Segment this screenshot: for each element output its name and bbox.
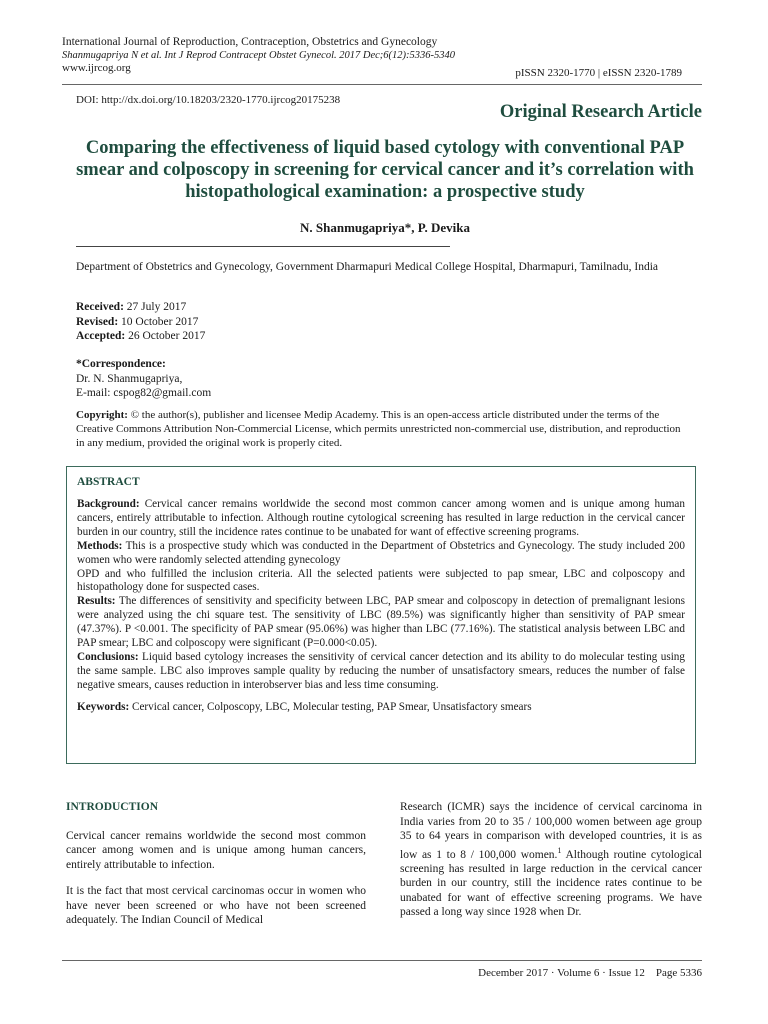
correspondence-label: *Correspondence: xyxy=(76,358,166,370)
journal-header xyxy=(62,36,702,79)
abstract-methods xyxy=(77,540,685,568)
article-type: Original Research Article xyxy=(499,102,702,122)
keywords-text: Cervical cancer, Colposcopy, LBC, Molecular testing, PAP Smear, Unsatisfactory smears xyxy=(129,700,532,713)
results-label: Results: xyxy=(77,595,116,608)
correspondence-name: Dr. N. Shanmugapriya, xyxy=(76,372,183,385)
citation-ref[interactable]: 1 xyxy=(557,845,562,855)
conclusions-label: Conclusions: xyxy=(77,650,139,663)
journal-name: International Journal of Reproduction, Contraception, Obstetrics and Gynecology xyxy=(62,36,438,48)
article-dates xyxy=(76,300,205,344)
revised-value: 10 October 2017 xyxy=(118,315,199,328)
left-column xyxy=(66,800,366,940)
page-footer: December 2017 · Volume 6 · Issue 12 Page 5336 xyxy=(478,967,702,979)
abstract-results xyxy=(77,595,685,651)
accepted-value: 26 October 2017 xyxy=(125,330,206,342)
citation: Shanmugapriya N et al. Int J Reprod Contracept Obstet Gynecol. 2017 Dec;6(12):5336-5340 xyxy=(62,50,455,61)
accepted-label: Accepted: xyxy=(76,330,126,342)
intro-right-text-cont: Although routine cytological screening has resulted in large reduction in the cervical cancer burden in our country, still the incidence rates continue to be unabated for want of effective screening programs. We have passed a long way since 1928 when Dr. xyxy=(400,848,702,919)
journal-website[interactable]: www.ijrcog.org xyxy=(62,62,131,74)
right-column xyxy=(400,800,702,920)
methods-text: This is a prospective study which was conducted in the Department of Obstetrics and Gynecology. The study included 200 women who were randomly selected attending gynecology xyxy=(77,539,685,566)
authors: N. Shanmugapriya*, P. Devika xyxy=(300,220,470,235)
conclusions-text: Liquid based cytology increases the sensitivity of cervical cancer detection and its ability to do molecular testing using the same sample. LBC also improves sample quality by reducing the number of unsatisfactory smears, reduces the number of false negative smears, causes reduction in interobserver bias and less time consuming. xyxy=(77,650,685,691)
abstract-conclusions xyxy=(77,651,685,693)
correspondence-email[interactable]: E-mail: cspog82@gmail.com xyxy=(76,387,212,399)
received-value: 27 July 2017 xyxy=(123,301,187,313)
doi[interactable]: DOI: http://dx.doi.org/10.18203/2320-1770.ijrcog20175238 xyxy=(76,94,341,106)
introduction-heading: INTRODUCTION xyxy=(66,801,159,813)
copyright-notice xyxy=(76,408,688,451)
received-date xyxy=(76,300,205,315)
abstract-methods-cont: OPD and who fulfilled the inclusion criteria. All the selected patients were subjected to pap smear, LBC and colposcopy and histopathology done for suspected cases. xyxy=(77,567,685,594)
issn: pISSN 2320-1770 | eISSN 2320-1789 xyxy=(515,67,682,79)
abstract-heading: ABSTRACT xyxy=(77,476,140,488)
correspondence xyxy=(76,357,211,401)
methods-label: Methods: xyxy=(77,539,123,552)
footer-divider xyxy=(62,960,702,961)
copyright-label: Copyright: xyxy=(76,409,128,421)
keywords-label: Keywords: xyxy=(77,700,130,713)
accepted-date xyxy=(76,329,205,344)
results-text: The differences of sensitivity and specificity between LBC, PAP smear and colposcopy in detection of premalignant lesions were analyzed using the chi square test. The sensitivity of LBC (89.5%) was significantly higher than sensitivity of PAP smear (47.37%). P <0.001. The specificity of PAP smear (95.06%) was higher than LBC (77.16%). The statistical analysis between LBC and PAP smear; LBC and colposcopy were significant (P=0.000<0.05). xyxy=(77,595,685,650)
authors-divider xyxy=(76,246,450,247)
revised-date xyxy=(76,315,205,330)
abstract-keywords xyxy=(77,701,685,715)
intro-paragraph-1: Cervical cancer remains worldwide the second most common cancer among women and is unique among human cancers, entirely attributable to infection. xyxy=(66,829,366,871)
abstract-background xyxy=(77,498,685,540)
copyright-text: © the author(s), publisher and licensee Medip Academy. This is an open-access article distributed under the terms of the Creative Commons Attribution Non-Commercial License, which permits unrestricted non-commercial use, distribution, and reproduction in any medium, provided the original work is properly cited. xyxy=(76,409,681,450)
header-divider xyxy=(62,84,702,85)
article-title: Comparing the effectiveness of liquid based cytology with conventional PAP smear and colposcopy in screening for cervical cancer and it’s correlation with histopathological examination: a prospective study xyxy=(76,138,694,202)
intro-paragraph-2: It is the fact that most cervical carcinomas occur in women who have never been screened or who have not been screened adequately. The Indian Council of Medical xyxy=(66,885,366,926)
intro-right-text: Research (ICMR) says the incidence of cervical carcinoma in India varies from 20 to 35 / 100,000 women between age group 35 to 64 years in comparison with developed countries, it is as low as 1 to 8 / 100,000 women. xyxy=(400,801,702,861)
abstract-box xyxy=(66,466,696,764)
affiliation: Department of Obstetrics and Gynecology, Government Dharmapuri Medical College Hospital, Dharmapuri, Tamilnadu, India xyxy=(76,261,659,273)
received-label: Received: xyxy=(76,301,124,313)
background-text: Cervical cancer remains worldwide the second most common cancer among women and is unique among human cancers, entirely attributable to infection. Although routine cytological screening has resulted in large reduction in the cervical cancer burden in our country, still the incidence rates continue to be unabated for want of effective screening programs. xyxy=(77,498,685,538)
revised-label: Revised: xyxy=(76,315,119,328)
background-label: Background: xyxy=(77,498,140,510)
